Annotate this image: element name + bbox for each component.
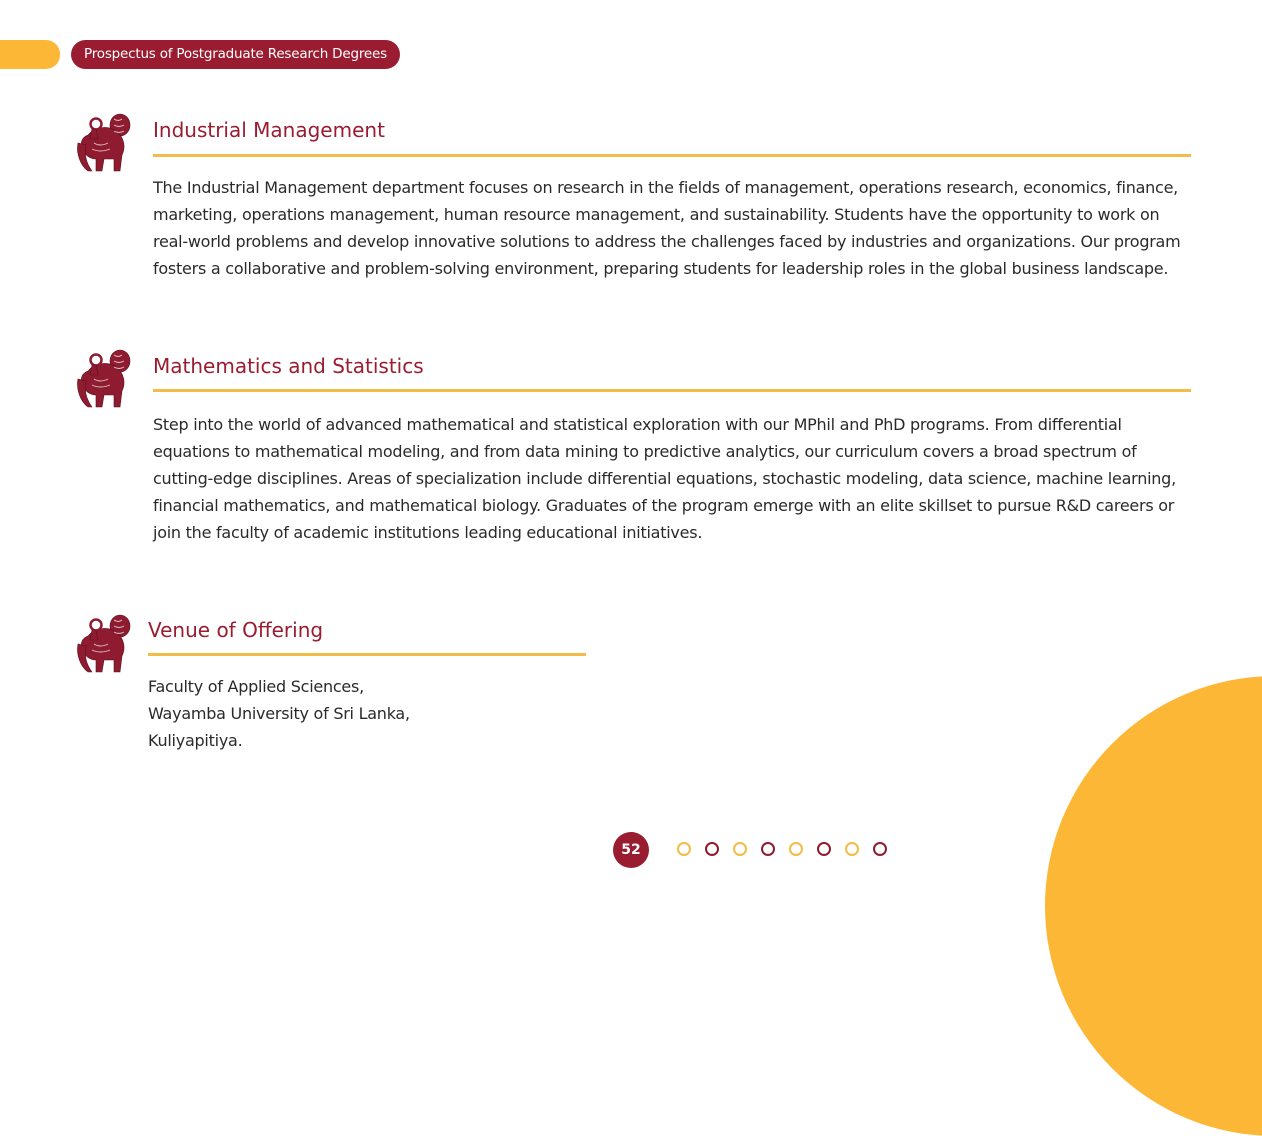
address-line: Kuliyapitiya.	[148, 731, 243, 750]
pagination-dot	[761, 842, 775, 856]
pagination-dot	[845, 842, 859, 856]
address-line: Faculty of Applied Sciences,	[148, 677, 364, 696]
section-body-mathematics-statistics: Step into the world of advanced mathematical and statistical exploration with our MPhil and PhD programs. From differential equations to mathematical modeling, and from data mining to predictive analytics, our curriculum covers a broad spectrum of cutting-edge disciplines. Areas of specialization include differential equations, stochastic modeling, data science, machine learning, financial mathematics, and mathematical biology. Graduates of the program emerge with an elite skillset to pursue R&D careers or join the faculty of academic institutions leading educational initiatives.	[153, 415, 1176, 542]
section-body-industrial-management: The Industrial Management department focuses on research in the fields of management, operations research, economics, finance, marketing, operations management, human resource management, and sustainability. Students have the opportunity to work on real-world problems and develop innovative solutions to address the challenges faced by industries and organizations. Our program fosters a collaborative and problem-solving environment, preparing students for leadership roles in the global business landscape.	[153, 178, 1181, 278]
section-divider	[153, 389, 1191, 392]
section-title-venue: Venue of Offering	[148, 618, 324, 642]
address-line: Wayamba University of Sri Lanka,	[148, 704, 410, 723]
venue-address	[148, 673, 648, 754]
pagination-dots	[677, 842, 887, 858]
lion-emblem-icon	[74, 614, 132, 674]
pagination-dot	[873, 842, 887, 856]
section-title-mathematics-statistics: Mathematics and Statistics	[153, 354, 424, 378]
document-title: Prospectus of Postgraduate Research Degrees	[71, 40, 400, 69]
section-title-industrial-management: Industrial Management	[153, 118, 385, 142]
page-number: 52	[613, 832, 649, 868]
pagination-dot	[789, 842, 803, 856]
section-divider	[153, 154, 1191, 157]
header-accent-bar	[0, 40, 60, 69]
pagination-dot	[733, 842, 747, 856]
lion-emblem-icon	[74, 349, 132, 409]
lion-emblem-icon	[74, 113, 132, 173]
pagination-dot	[677, 842, 691, 856]
pagination-dot	[817, 842, 831, 856]
pagination-dot	[705, 842, 719, 856]
section-divider	[148, 653, 586, 656]
decorative-corner-circle	[1045, 676, 1262, 1136]
